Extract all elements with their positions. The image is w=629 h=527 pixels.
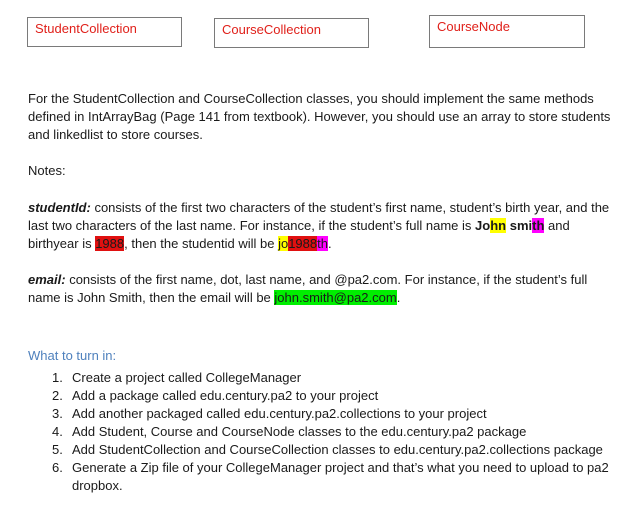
step-text: Add another packaged called edu.century.pa2.collections to your project xyxy=(72,406,487,421)
studentid-text3: , then the studentid will be xyxy=(124,236,279,251)
student-collection-box: StudentCollection xyxy=(27,17,182,47)
turn-in-heading: What to turn in: xyxy=(28,348,117,363)
step-number: 6. xyxy=(52,460,63,475)
name-smi: smi xyxy=(509,218,533,233)
steps-list xyxy=(28,369,618,495)
birthyear-highlight: 1988 xyxy=(95,236,125,251)
step-text: Add StudentCollection and CourseCollection classes to edu.century.pa2.collections package xyxy=(72,442,603,457)
course-collection-box: CourseCollection xyxy=(214,18,369,48)
intro-paragraph: For the StudentCollection and CourseCollection classes, you should implement the same methods defined in IntArrayBag (Page 141 from textbook). However, you should use an array to store students and linkedlist to store courses. xyxy=(28,91,611,142)
id-year-highlight: 1988 xyxy=(288,236,318,251)
step-item xyxy=(28,405,618,423)
step-item xyxy=(28,423,618,441)
name-jo: Jo xyxy=(475,218,491,233)
notes-label: Notes: xyxy=(28,163,66,178)
course-node-box: CourseNode xyxy=(429,15,585,48)
studentid-end: . xyxy=(327,236,332,251)
email-paragraph xyxy=(28,271,618,307)
email-end: . xyxy=(396,290,401,305)
name-th-highlight: th xyxy=(532,218,545,233)
email-term: email: xyxy=(28,272,66,287)
id-th-highlight: th xyxy=(317,236,328,251)
step-item xyxy=(28,441,618,459)
name-hn-highlight: hn xyxy=(490,218,507,233)
studentid-text1: consists of the first two characters of the student’s first name, student’s birth year, and the last two characters of the last name. For instance, if the student’s full name is xyxy=(28,200,610,233)
step-item xyxy=(28,459,618,495)
step-text: Generate a Zip file of your CollegeManager project and that’s what you need to upload to pa2 dropbox. xyxy=(72,460,609,493)
step-number: 3. xyxy=(52,406,63,421)
id-jo-highlight: jo xyxy=(278,236,289,251)
step-number: 1. xyxy=(52,370,63,385)
studentid-paragraph xyxy=(28,199,618,253)
studentid-term: studentId: xyxy=(28,200,91,215)
step-text: Create a project called CollegeManager xyxy=(72,370,302,385)
step-number: 5. xyxy=(52,442,63,457)
studentid-text2: and birthyear is xyxy=(28,218,570,251)
step-item xyxy=(28,369,618,387)
step-item xyxy=(28,387,618,405)
step-number: 4. xyxy=(52,424,63,439)
step-text: Add a package called edu.century.pa2 to your project xyxy=(72,388,379,403)
email-text1: consists of the first name, dot, last name, and @pa2.com. For instance, if the student’s full name is John Smith, then the email will be xyxy=(28,272,588,305)
step-number: 2. xyxy=(52,388,63,403)
email-address-highlight: john.smith@pa2.com xyxy=(274,290,397,305)
step-text: Add Student, Course and CourseNode classes to the edu.century.pa2 package xyxy=(72,424,527,439)
